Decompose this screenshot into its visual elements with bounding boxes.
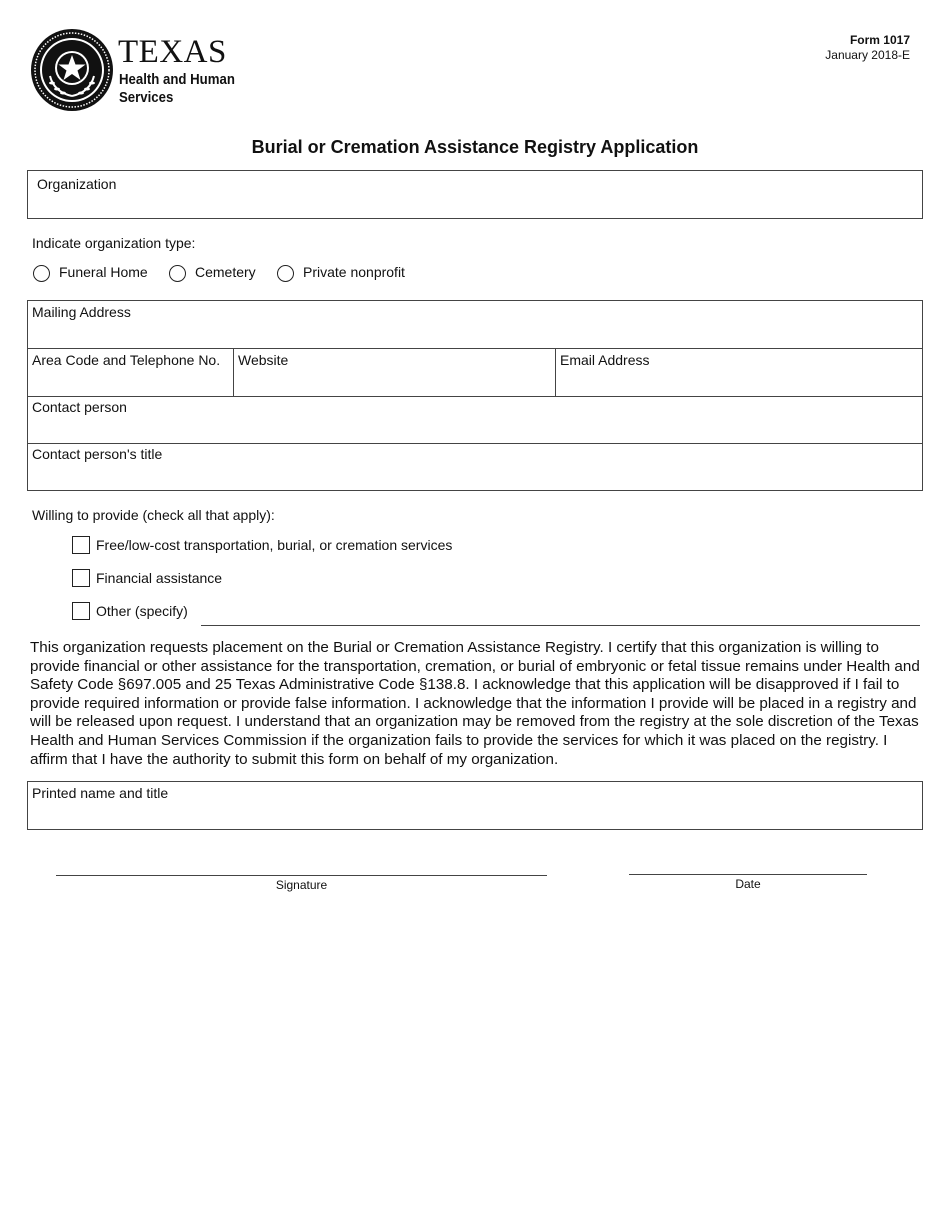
mailing-address-field[interactable]	[28, 301, 922, 349]
contact-title-field[interactable]	[28, 444, 922, 490]
org-type-prompt: Indicate organization type:	[32, 235, 196, 251]
transportation-checkbox[interactable]	[72, 536, 90, 554]
texas-seal-icon	[30, 28, 114, 112]
other-checkbox[interactable]	[72, 602, 90, 620]
date-label: Date	[735, 877, 761, 891]
organization-field[interactable]	[27, 170, 923, 219]
transportation-label: Free/low-cost transportation, burial, or cremation services	[96, 537, 453, 553]
organization-label: Organization	[37, 176, 117, 192]
other-specify-line[interactable]	[201, 625, 920, 626]
financial-assistance-label: Financial assistance	[96, 570, 223, 586]
financial-assistance-checkbox[interactable]	[72, 569, 90, 587]
printed-name-label: Printed name and title	[32, 785, 169, 801]
mailing-address-label: Mailing Address	[32, 304, 131, 320]
website-label: Website	[238, 352, 289, 368]
contact-title-label: Contact person's title	[32, 446, 163, 462]
contact-person-field[interactable]	[28, 397, 922, 444]
logo-texas-text: TEXAS	[118, 34, 227, 70]
hhs-logo	[30, 28, 260, 114]
provide-prompt: Willing to provide (check all that apply):	[32, 507, 275, 523]
form-title: Burial or Cremation Assistance Registry Application	[251, 137, 699, 157]
private-nonprofit-label: Private nonprofit	[303, 264, 405, 280]
signature-label: Signature	[275, 878, 328, 892]
phone-field[interactable]	[28, 349, 234, 397]
date-line[interactable]	[629, 874, 867, 875]
other-label: Other (specify)	[96, 603, 188, 619]
private-nonprofit-radio[interactable]	[277, 265, 294, 282]
certification-paragraph: This organization requests placement on the Burial or Cremation Assistance Registry. I certify that this organization is willing to provide financial or other assistance for the transportation, cremation, or burial of embryonic or fetal tissue remains under Health and Safety Code §697.005 and 25 Texas Administrative Code §138.8. I acknowledge that this application will be disapproved if I fail to provide required information or provide false information. I acknowledge that the information I provide will be placed in a registry and will be released upon request. I understand that an organization may be removed from the registry at the sole discretion of the Texas Health and Human Services Commission if the organization fails to provide the services for which it was placed on the registry. I affirm that I have the authority to submit this form on behalf of my organization.	[30, 639, 920, 768]
cemetery-label: Cemetery	[195, 264, 256, 280]
form-date: January 2018-E	[825, 48, 910, 62]
contact-person-label: Contact person	[32, 399, 127, 415]
printed-name-field[interactable]	[27, 781, 923, 830]
logo-subtitle	[119, 71, 235, 107]
form-number-block	[825, 33, 910, 63]
logo-line-2: Health and Human	[119, 71, 235, 88]
form-number: Form 1017	[849, 33, 910, 47]
logo-line-3: Services	[119, 89, 174, 106]
signature-line[interactable]	[56, 875, 547, 876]
phone-label: Area Code and Telephone No.	[32, 352, 221, 368]
funeral-home-label: Funeral Home	[59, 264, 148, 280]
website-field[interactable]	[234, 349, 556, 397]
email-label: Email Address	[560, 352, 650, 368]
email-field[interactable]	[556, 349, 922, 397]
address-contact-table	[27, 300, 923, 491]
cemetery-radio[interactable]	[169, 265, 186, 282]
funeral-home-radio[interactable]	[33, 265, 50, 282]
